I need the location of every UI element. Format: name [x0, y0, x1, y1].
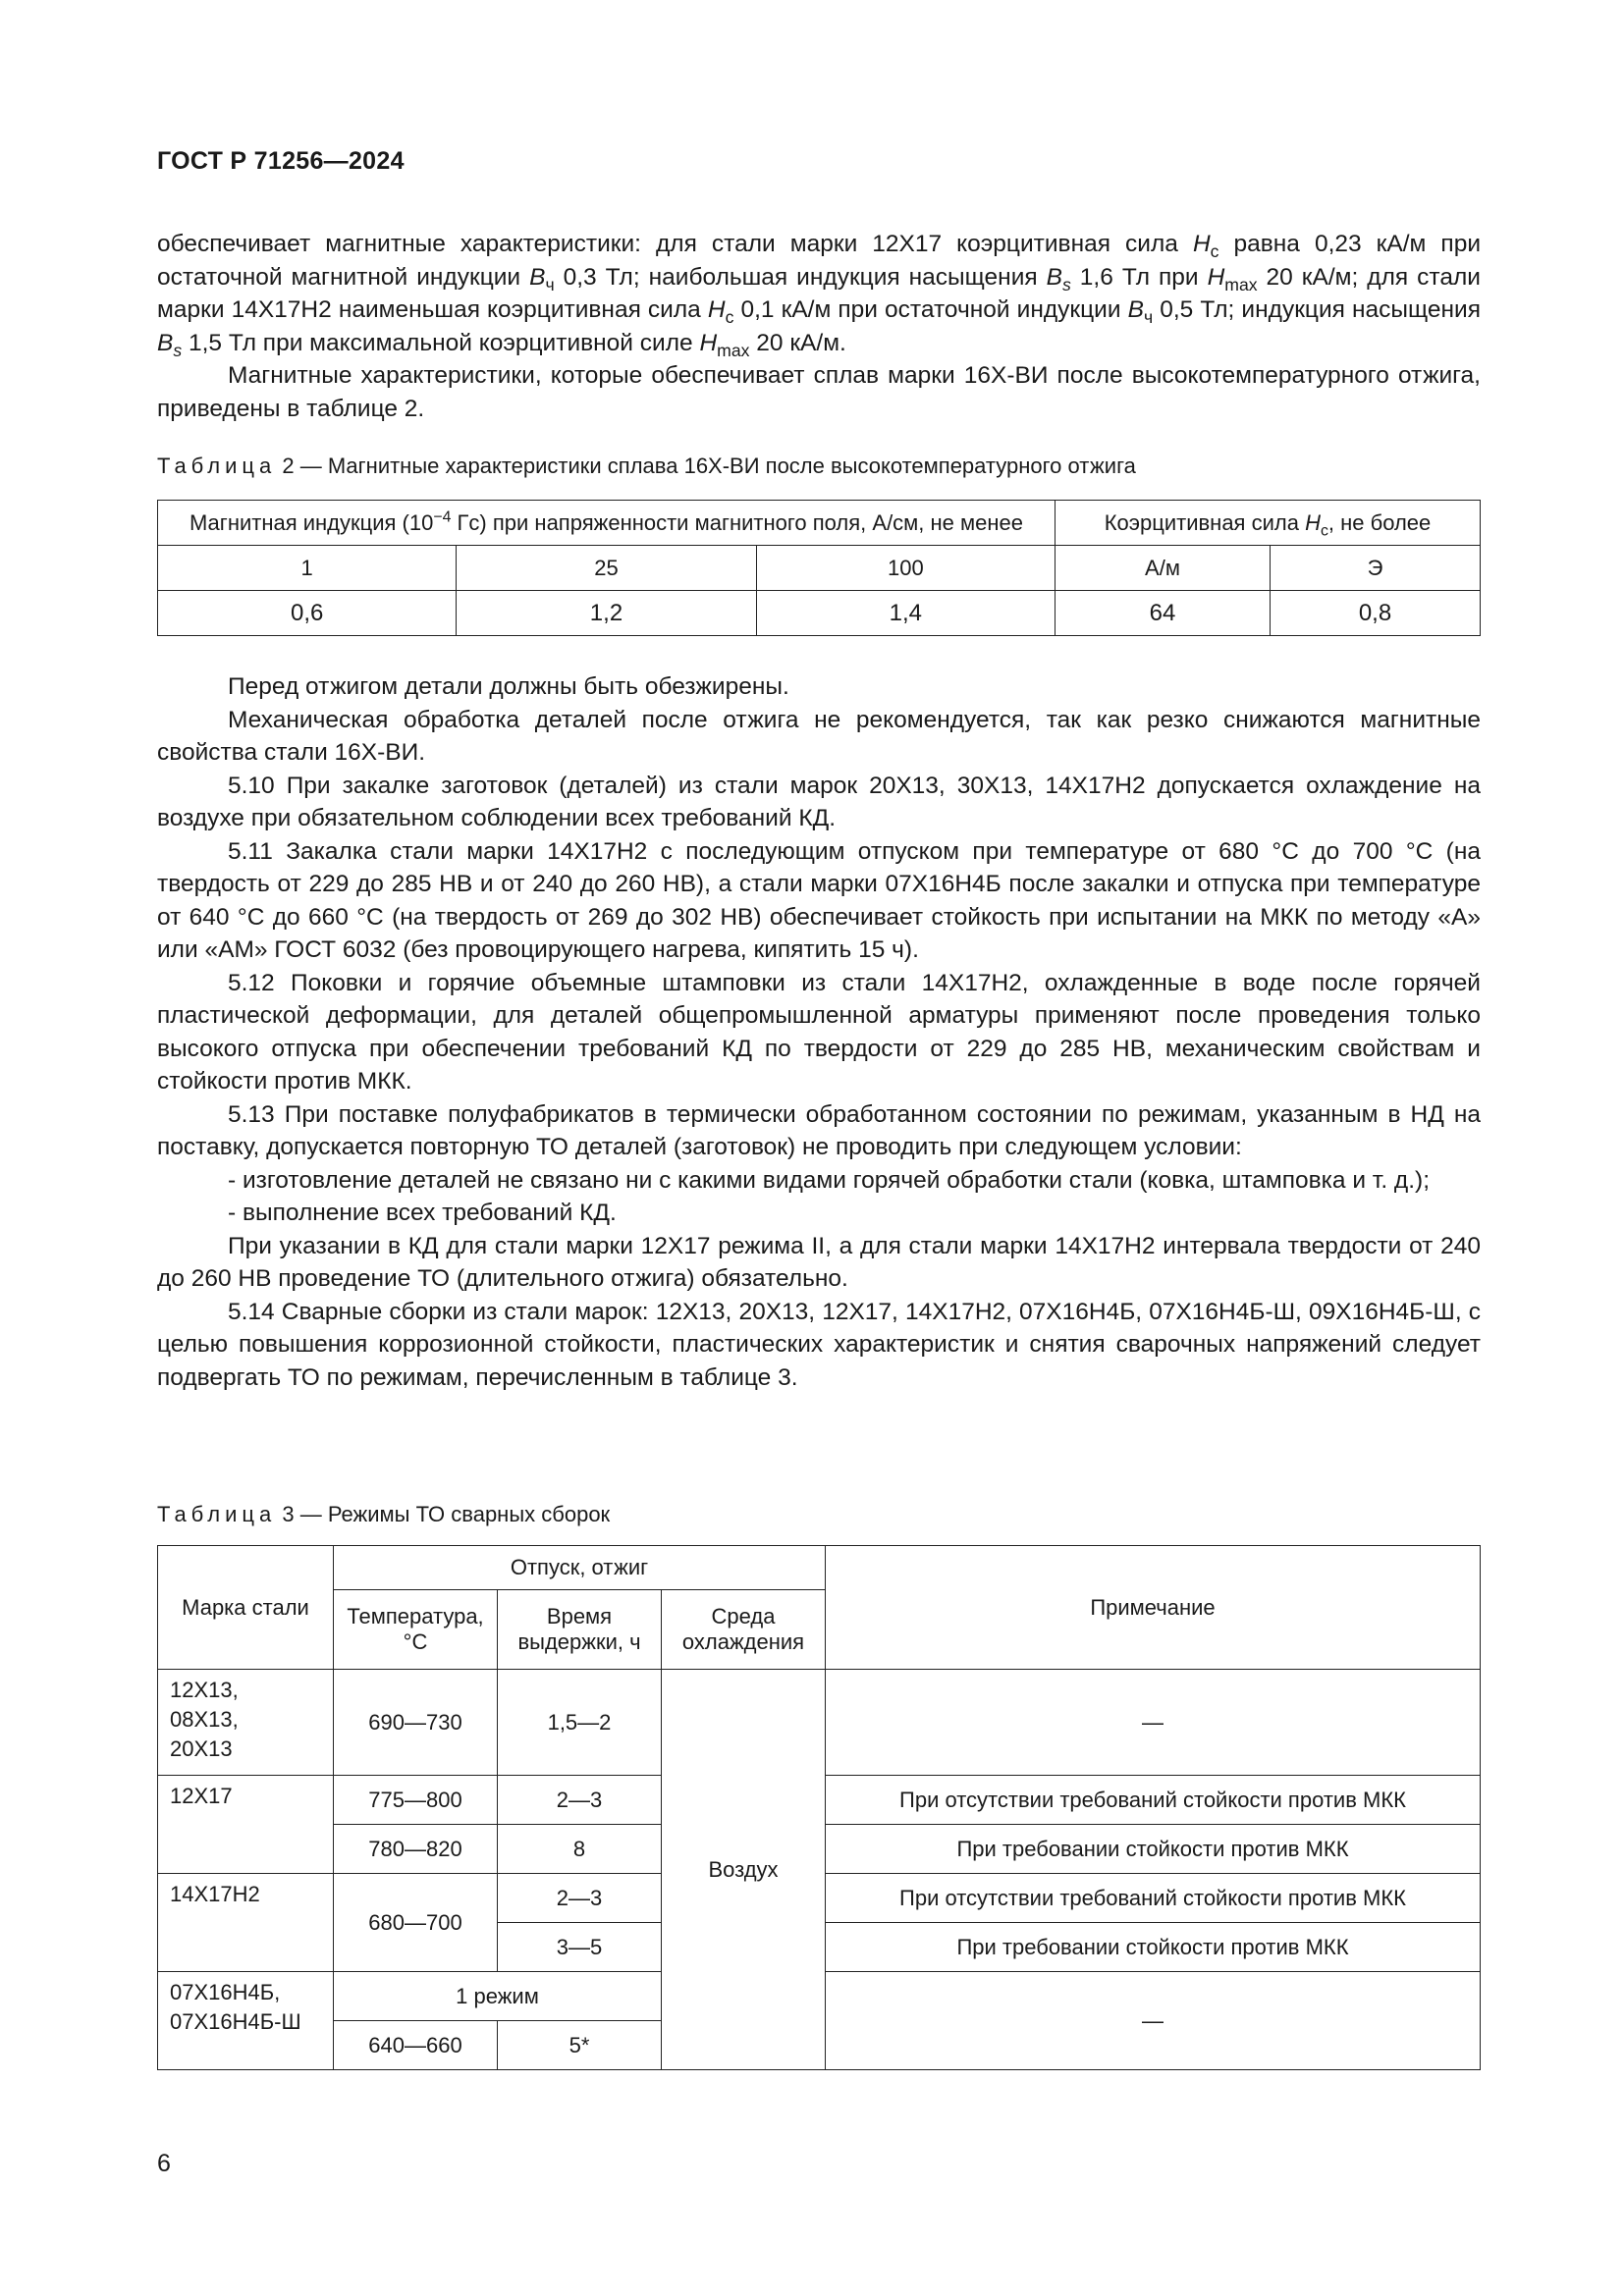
text: 20 кА/м; для стали марки 14Х17Н2 наименьшая коэрцитивная сила — [157, 263, 1481, 323]
table-cell: При отсутствии требований стойкости против МКК — [826, 1776, 1481, 1825]
paragraph: Перед отжигом детали должны быть обезжирены. — [228, 673, 789, 700]
table3-caption — [157, 1502, 610, 1527]
text: 0,3 Тл; наибольшая индукция насыщения — [554, 263, 1047, 291]
table-cell: 1,2 — [457, 591, 756, 636]
table-row — [158, 1670, 1481, 1776]
text: 20 кА/м. — [749, 329, 846, 356]
table-header-cell — [1056, 501, 1481, 546]
table-cell: 14Х17Н2 — [158, 1874, 334, 1972]
text: 08Х13, — [170, 1707, 239, 1732]
paragraph-5-10: 5.10 При закалке заготовок (деталей) из стали марок 20Х13, 30Х13, 14Х17Н2 допускается охлаждение на воздухе при обязательном соблюдении всех требований КД. — [157, 772, 1481, 831]
table-row — [158, 1546, 1481, 1590]
text: равна 0,23 кА/м при остаточной магнитной индукции — [157, 231, 1482, 291]
symbol-h: H — [1207, 263, 1225, 291]
table-cell: 2—3 — [498, 1776, 662, 1825]
table-row — [158, 546, 1481, 591]
main-body-text — [157, 670, 1481, 1394]
text: выдержки, ч — [517, 1629, 641, 1654]
table-cell: 25 — [457, 546, 756, 591]
superscript: −4 — [433, 507, 452, 525]
table-cell: 8 — [498, 1825, 662, 1874]
text: , не более — [1327, 509, 1432, 535]
text: обеспечивает магнитные характеристики: для стали марки 12Х17 коэрцитивная сила — [157, 231, 1193, 257]
symbol-h: H — [699, 329, 718, 356]
symbol-h: H — [1305, 509, 1321, 535]
table-magnetic-properties — [157, 500, 1481, 636]
table-cell: 0,6 — [158, 591, 457, 636]
text: Магнитная индукция (10 — [189, 509, 434, 535]
table-header-cell — [498, 1590, 662, 1670]
text: Коэрцитивная сила — [1104, 509, 1306, 535]
table-cell: 0,8 — [1271, 591, 1481, 636]
text: Гс) при напряженности магнитного поля, А/см, не менее — [451, 509, 1024, 535]
table-cell: 1,4 — [756, 591, 1055, 636]
text: Время — [546, 1604, 613, 1629]
table-cell: 640—660 — [334, 2021, 498, 2070]
table-cell: Воздух — [662, 1670, 826, 2070]
text: 07Х16Н4Б-Ш — [170, 2009, 301, 2034]
table-cell: 64 — [1056, 591, 1271, 636]
table-row — [158, 591, 1481, 636]
paragraph-steel-characteristics — [157, 228, 1481, 359]
symbol-b: B — [529, 263, 546, 291]
table-header-cell — [334, 1590, 498, 1670]
paragraph-5-12: 5.12 Поковки и горячие объемные штамповки из стали 14Х17Н2, охлажденные в воде после горячей пластической деформации, для деталей общепромышленной арматуры применяют после проведения только высокого отпуска при обеспечении требований КД по твердости от 229 до 285 НВ, механическим свойствам и стойкости против МКК. — [157, 969, 1481, 1095]
table2-caption — [157, 454, 1136, 479]
symbol-b: B — [1046, 263, 1062, 291]
text: 0,1 кА/м при остаточной индукции — [733, 296, 1128, 323]
subscript: c — [1210, 241, 1219, 262]
paragraph-5-11: 5.11 Закалка стали марки 14Х17Н2 с последующим отпуском при температуре от 680 °С до 700 °С (на твердость от 229 до 285 НВ и от 240 до 260 НВ), а стали марки 07Х16Н4Б после закалки и отпуска при температуре от 640 °С до 660 °С (на твердость от 269 до 302 НВ) обеспечивает стойкость при испытании на МКК по методу «А» или «АМ» ГОСТ 6032 (без провоцирующего нагрева, кипятить 15 ч). — [157, 837, 1481, 963]
table-welded-assemblies-modes — [157, 1545, 1481, 2070]
table-cell: 780—820 — [334, 1825, 498, 1874]
table-cell — [158, 1670, 334, 1776]
subscript: ч — [1143, 307, 1154, 328]
caption-text: 2 — Магнитные характеристики сплава 16Х-ВИ после высокотемпературного отжига — [276, 454, 1136, 478]
caption-text: 3 — Режимы ТО сварных сборок — [276, 1502, 611, 1526]
subscript: c — [725, 307, 734, 328]
table-cell: Э — [1271, 546, 1481, 591]
text: охлаждения — [681, 1629, 805, 1654]
subscript: ч — [545, 274, 555, 294]
text: Температура, — [347, 1604, 484, 1629]
text: 1,5 Тл при максимальной коэрцитивной силе — [182, 329, 700, 356]
text: 0,5 Тл; индукция насыщения — [1153, 296, 1481, 323]
paragraph-alloy-reference: Магнитные характеристики, которые обеспечивает сплав марки 16Х-ВИ после высокотемпературного отжига, приведены в таблице 2. — [157, 362, 1481, 422]
text: Среда — [711, 1604, 776, 1629]
table-cell: 100 — [756, 546, 1055, 591]
text: 07Х16Н4Б, — [170, 1980, 281, 2004]
table-row — [158, 501, 1481, 546]
subscript: max — [717, 340, 750, 360]
table-cell: 1 режим — [334, 1972, 662, 2021]
caption-label: Таблица — [157, 1502, 277, 1526]
table-cell: 12Х17 — [158, 1776, 334, 1874]
table-cell: — — [826, 1972, 1481, 2070]
table-cell: 3—5 — [498, 1923, 662, 1972]
list-item: - изготовление деталей не связано ни с какими видами горячей обработки стали (ковка, штамповка и т. д.); — [228, 1166, 1430, 1194]
table-cell — [158, 1972, 334, 2070]
table-cell: 1,5—2 — [498, 1670, 662, 1776]
text: 20Х13 — [170, 1736, 233, 1761]
symbol-b: B — [1127, 296, 1144, 323]
table-header-cell: Отпуск, отжиг — [334, 1546, 826, 1590]
symbol-b: B — [157, 329, 174, 356]
list-item: - выполнение всех требований КД. — [228, 1200, 617, 1226]
table-cell: При требовании стойкости против МКК — [826, 1923, 1481, 1972]
document-header: ГОСТ Р 71256—2024 — [157, 147, 405, 175]
table-cell: При отсутствии требований стойкости против МКК — [826, 1874, 1481, 1923]
table-cell: 690—730 — [334, 1670, 498, 1776]
subscript: s — [1061, 274, 1071, 294]
table-cell: При требовании стойкости против МКК — [826, 1825, 1481, 1874]
table-cell: — — [826, 1670, 1481, 1776]
table-cell: 680—700 — [334, 1874, 498, 1972]
subscript: c — [1320, 522, 1328, 540]
caption-label: Таблица — [157, 454, 277, 478]
text: 12Х13, — [170, 1678, 239, 1702]
table-cell: 5* — [498, 2021, 662, 2070]
table-cell: А/м — [1056, 546, 1271, 591]
page-number: 6 — [157, 2150, 171, 2177]
text: °С — [403, 1629, 428, 1654]
paragraph: При указании в КД для стали марки 12Х17 режима II, а для стали марки 14Х17Н2 интервала твердости от 240 до 260 НВ проведение ТО (длительного отжига) обязательно. — [157, 1232, 1481, 1292]
table-cell: 775—800 — [334, 1776, 498, 1825]
table-header-cell: Примечание — [826, 1546, 1481, 1670]
paragraph-5-14: 5.14 Сварные сборки из стали марок: 12Х13, 20Х13, 12Х17, 14Х17Н2, 07Х16Н4Б, 07Х16Н4Б-Ш, 09Х16Н4Б-Ш, с целью повышения коррозионной стойкости, пластических характеристик и снятия сварочных напряжений следует подвергать ТО по режимам, перечисленным в таблице 3. — [157, 1298, 1481, 1391]
table-header-cell: Марка стали — [158, 1546, 334, 1670]
text: 1,6 Тл при — [1070, 263, 1208, 291]
paragraph-magnetic-properties — [157, 228, 1481, 425]
symbol-h: H — [1192, 231, 1211, 257]
table-cell: 1 — [158, 546, 457, 591]
table-header-cell — [158, 501, 1056, 546]
paragraph: Механическая обработка деталей после отжига не рекомендуется, так как резко снижаются магнитные свойства стали 16Х-ВИ. — [157, 706, 1481, 766]
paragraph-5-13: 5.13 При поставке полуфабрикатов в термически обработанном состоянии по режимам, указанным в НД на поставку, допускается повторную ТО деталей (заготовок) не проводить при следующем условии: — [157, 1100, 1481, 1160]
table-cell: 2—3 — [498, 1874, 662, 1923]
table-header-cell — [662, 1590, 826, 1670]
subscript: s — [173, 340, 183, 360]
symbol-h: H — [707, 296, 726, 323]
subscript: max — [1224, 274, 1258, 294]
